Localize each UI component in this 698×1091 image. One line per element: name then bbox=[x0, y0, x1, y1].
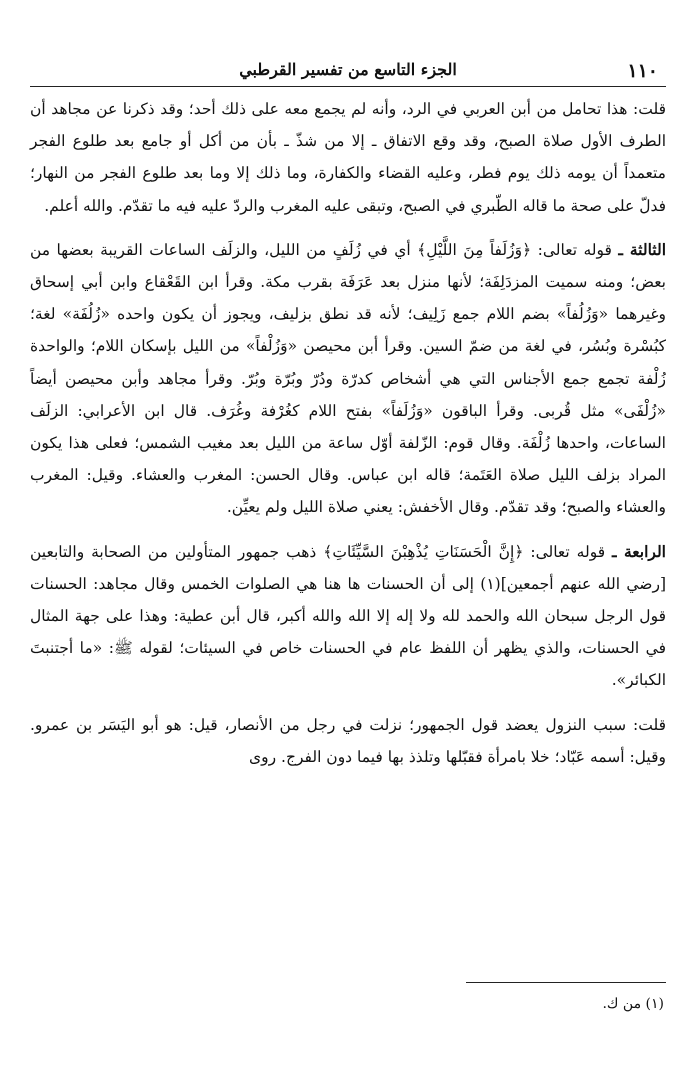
page-number: ١١٠ bbox=[627, 60, 658, 82]
paragraph-intro-comment bbox=[30, 93, 666, 222]
footnote: (١) من ك. bbox=[602, 996, 664, 1012]
paragraph-text: قوله تعالى: ﴿إِنَّ الْحَسَنَاتِ يُذْهِبْنَ السَّيِّئَاتِ﴾ ذهب جمهور المتأولين من الصحابة والتابعين [رضي الله عنهم أجمعين](١) إلى أن الحسنات ها هنا هي الصلوات الخمس وقال مجاهد: الحسنات قول الرجل سبحان الله والحمد لله ولا إله إلا الله والله أكبر، قال أبن عطية: وهذا على جهة المثال في الحسنات، والذي يظهر أن اللفظ عام في الحسنات خاص في السيئات؛ لقوله ﷺ: «ما أجتنبتَ الكبائر». bbox=[30, 542, 666, 690]
paragraph-text: قوله تعالى: ﴿وَزُلَفاً مِنَ اللَّيْلِ﴾ أي في زُلَفٍ من الليل، والزلَف الساعات القريبة بعضها من بعض؛ ومنه سميت المزدَلِفَة؛ لأنها منزل بعد عَرَفَة بقرب مكة. وقرأ ابن القَعْقاع وابن أبي إسحاق وغيرهما «وَزُلُفاً» بضم اللام جمع زَلِيف؛ لأنه قد نطق بزليف، ويجوز أن يكون واحده «زُلُفَة» لغة؛ كبُسْرة وبُسُر، في لغة من ضمّ السين. وقرأ أبن محيصن «وَزُلْفاً» من الليل بإسكان اللام؛ والواحدة زُلْفة تجمع جمع الأجناس التي هي أشخاص كدرّة ودُرّ وبُرّة وبُرّ. وقرأ مجاهد وأبن محيصن أيضاً «زُلْفَى» مثل قُربى. وقرأ الباقون «وَزُلَفاً» بفتح اللام كغُرْفة وغُرَف. قال ابن الأعرابي: الزلَف الساعات، واحدها زُلْفَة. وقال قوم: الزّلفة أوّل ساعة من الليل بعد مغيب الشمس؛ فعلى هذا يكون المراد بزلف الليل صلاة العَتَمة؛ قاله ابن عباس. وقال الحسن: المغرب والعشاء. وقيل: المغرب والعشاء والصبح؛ وقد تقدّم. وقال الأخفش: يعني صلاة الليل ولم يعيِّن. bbox=[30, 240, 666, 517]
paragraph-text: قلت: سبب النزول يعضد قول الجمهور؛ نزلت في رجل من الأنصار، قيل: هو أبو اليَسَر بن عمرو. وقيل: أسمه عَبّاد؛ خلا بامرأة فقبّلها وتلذذ بها فيما دون الفرج. روى bbox=[30, 715, 666, 766]
running-header-title: الجزء التاسع من تفسير القرطبي bbox=[239, 60, 457, 79]
paragraph-reason-of-revelation bbox=[30, 709, 666, 773]
section-label-fourth: الرابعة ـ bbox=[612, 541, 666, 561]
section-label-third: الثالثة ـ bbox=[618, 239, 666, 259]
paragraph-text: قلت: هذا تحامل من أبن العربي في الرد، وأنه لم يجمع معه على ذلك أحد؛ وقد ذكرنا عن مجاهد أن الطرف الأول صلاة الصبح، وقد وقع الاتفاق ـ إلا من شذّ ـ بأن من أكل أو جامع بعد طلوع الفجر متعمداً أن يومه ذلك يوم فطر، وعليه القضاء والكفارة، وما ذلك إلا وما بعد طلوع الفجر من النهار؛ فدلّ على صحة ما قاله الطّبري في الصبح، وتبقى عليه المغرب والردّ عليه فيه ما تقدّم. والله أعلم. bbox=[30, 100, 666, 215]
page-body bbox=[30, 93, 666, 773]
paragraph-third-issue bbox=[30, 234, 666, 524]
paragraph-fourth-issue bbox=[30, 536, 666, 697]
running-header bbox=[30, 52, 666, 87]
footnote-divider bbox=[466, 982, 666, 983]
book-page bbox=[30, 52, 666, 1062]
